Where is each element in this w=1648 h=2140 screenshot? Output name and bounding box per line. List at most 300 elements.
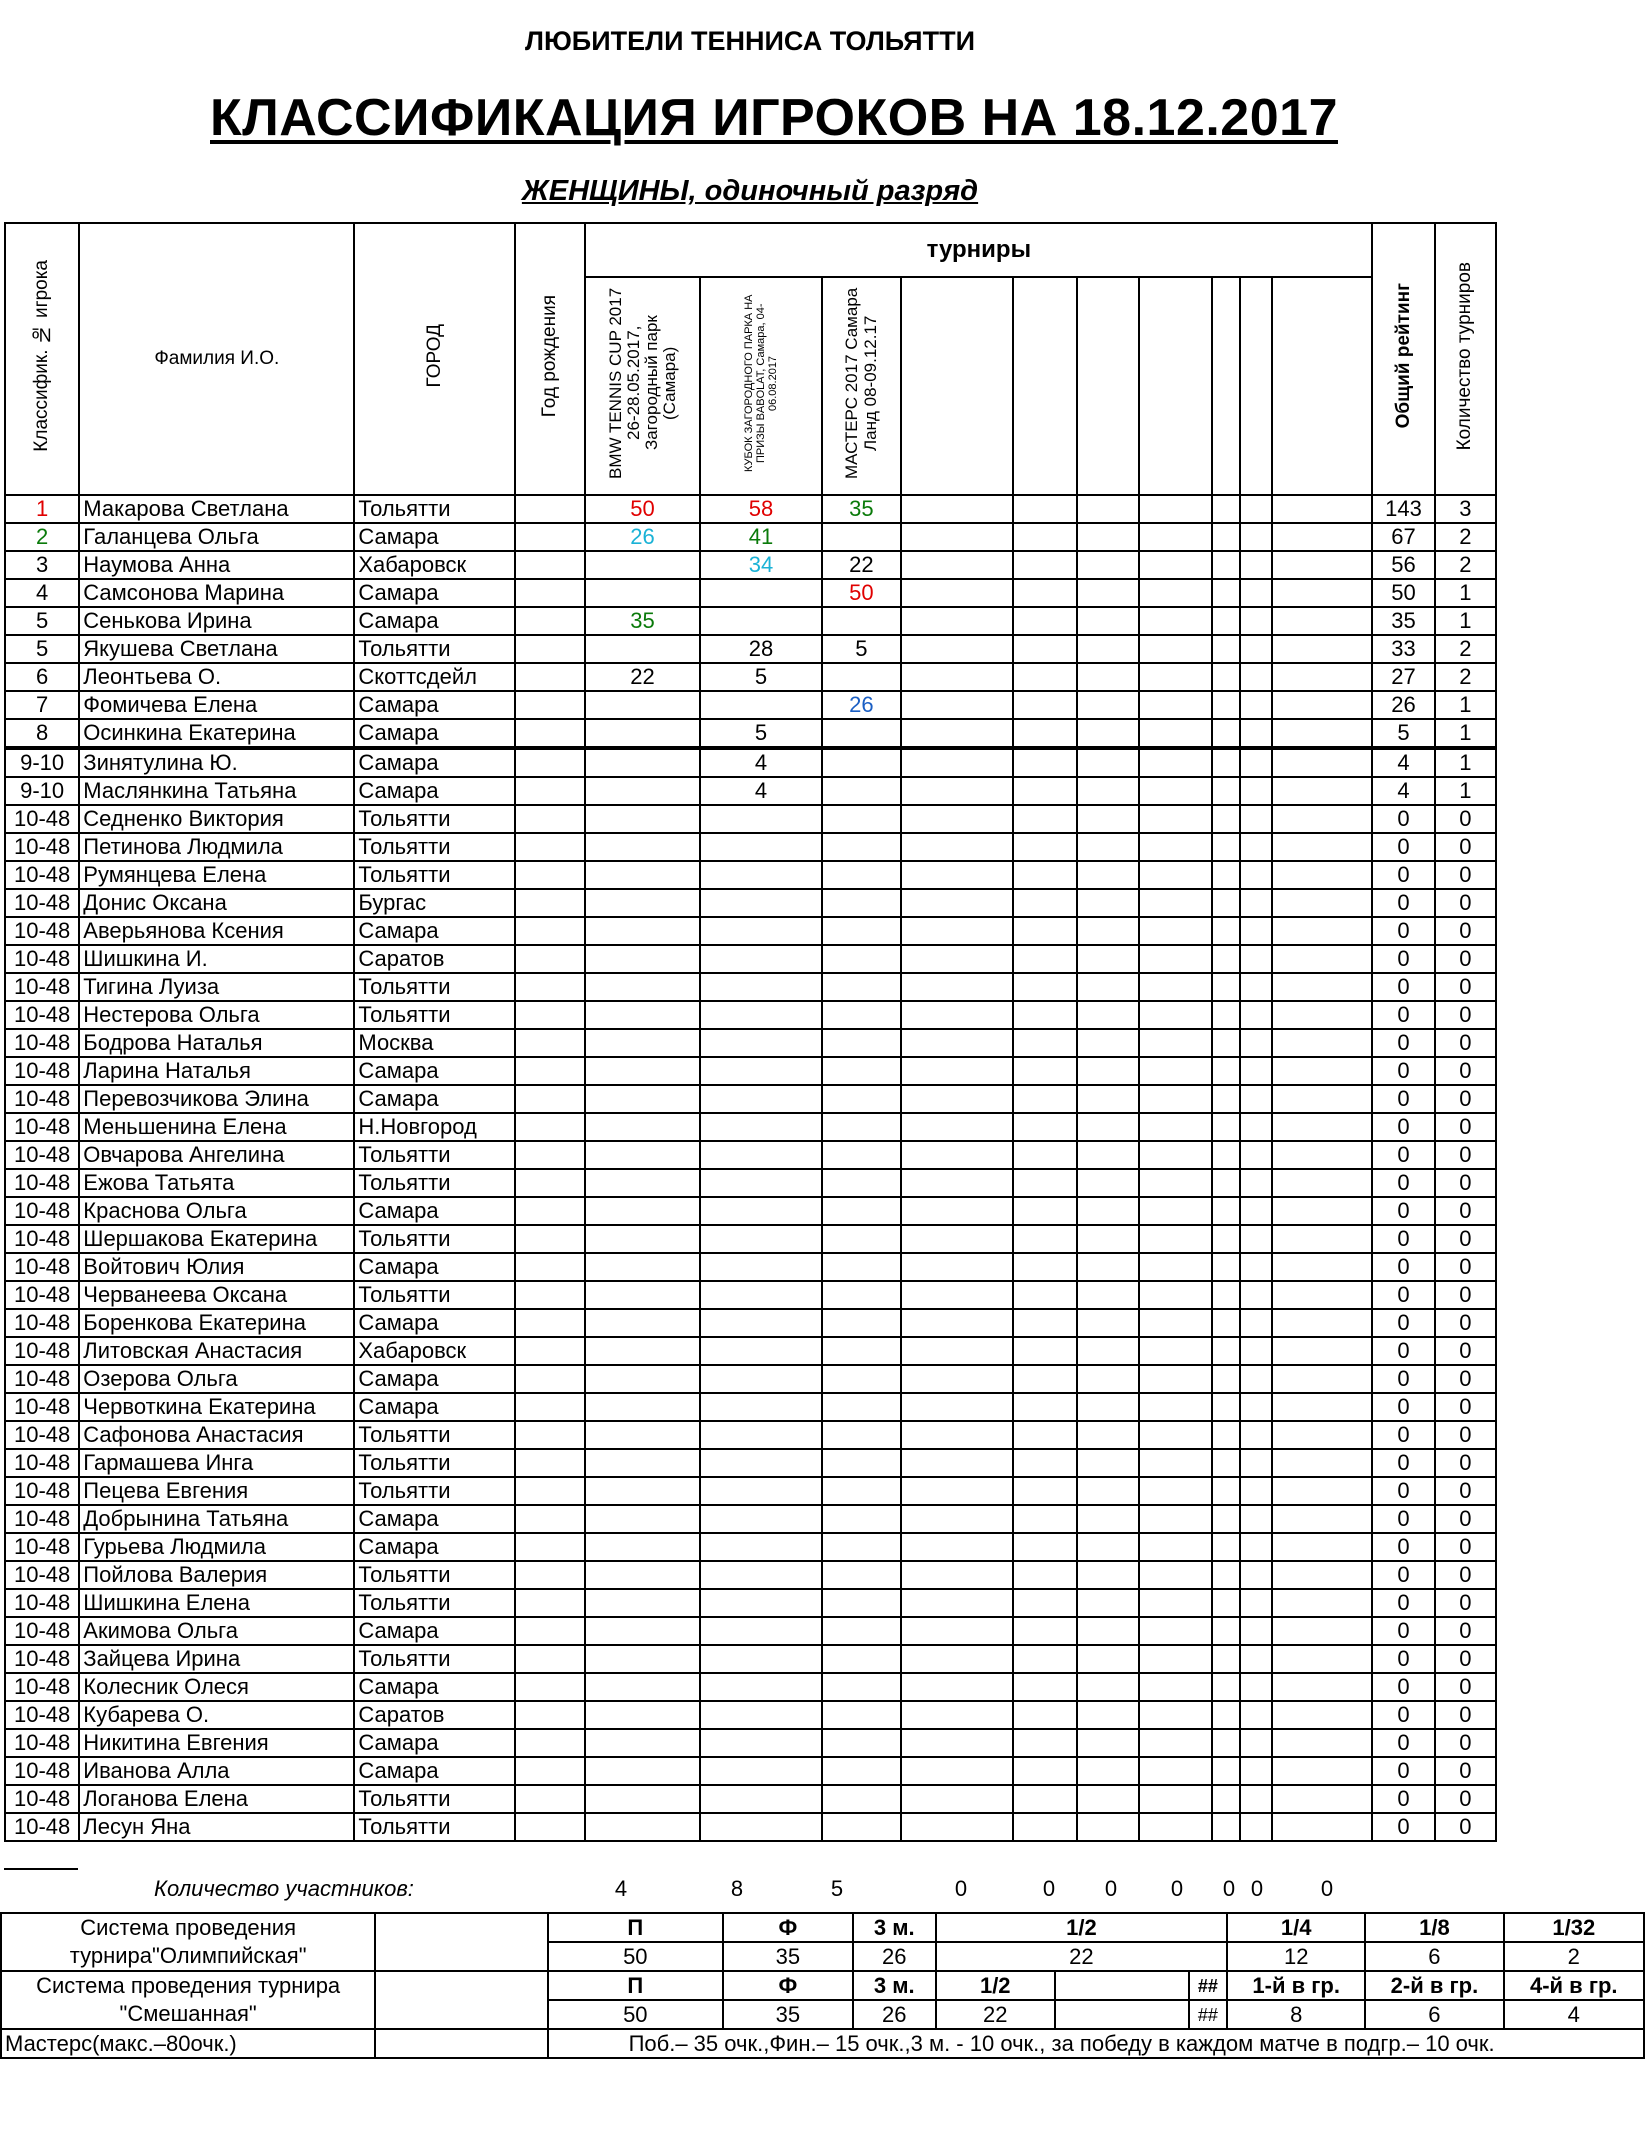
tournament-3-cell xyxy=(822,973,900,1001)
empty-cell xyxy=(1013,1197,1077,1225)
tournament-1-cell xyxy=(585,945,699,973)
tournament-count-cell: 0 xyxy=(1435,1309,1496,1337)
empty-cell xyxy=(1139,607,1211,635)
empty-cell xyxy=(901,691,1013,719)
empty-cell xyxy=(1139,833,1211,861)
city-cell: Тольятти xyxy=(354,1225,515,1253)
table-row xyxy=(5,1225,1496,1253)
empty-cell xyxy=(1240,1029,1272,1057)
empty-cell xyxy=(1013,1057,1077,1085)
tournament-3-cell xyxy=(822,719,900,748)
participants-count: 0 xyxy=(1170,1876,1184,1901)
name-cell: Черванеева Оксана xyxy=(79,1281,354,1309)
empty-cell xyxy=(1077,1029,1139,1057)
tournament-3-cell xyxy=(822,861,900,889)
empty-cell xyxy=(901,1057,1013,1085)
name-cell: Кубарева О. xyxy=(79,1701,354,1729)
rank-cell: 10-48 xyxy=(5,1029,79,1057)
empty-cell xyxy=(1139,635,1211,663)
empty-cell xyxy=(1139,1169,1211,1197)
name-cell: Донис Оксана xyxy=(79,889,354,917)
header-tournament-1: BMW TENNIS CUP 2017 26-28.05.2017, Загородный парк (Самара) xyxy=(585,277,699,495)
table-row xyxy=(5,1113,1496,1141)
empty-cell xyxy=(1240,1505,1272,1533)
rank-cell: 9-10 xyxy=(5,748,79,777)
empty-cell xyxy=(1013,1421,1077,1449)
name-cell: Добрынина Татьяна xyxy=(79,1505,354,1533)
empty-cell xyxy=(1077,1365,1139,1393)
empty-cell xyxy=(1212,495,1240,523)
empty-cell xyxy=(1139,551,1211,579)
empty-cell xyxy=(1272,1505,1372,1533)
tournament-3-cell xyxy=(822,1057,900,1085)
tournament-1-cell xyxy=(585,1617,699,1645)
tournament-1-cell xyxy=(585,1813,699,1841)
table-row xyxy=(5,1561,1496,1589)
rank-cell: 10-48 xyxy=(5,1337,79,1365)
tournament-3-cell xyxy=(822,1757,900,1785)
total-rating-cell: 0 xyxy=(1372,1113,1434,1141)
empty-cell xyxy=(901,1617,1013,1645)
empty-cell xyxy=(1272,1057,1372,1085)
tournament-count-cell: 0 xyxy=(1435,1449,1496,1477)
empty-cell xyxy=(1077,1645,1139,1673)
empty-cell xyxy=(1212,1197,1240,1225)
tournament-2-cell xyxy=(700,1813,822,1841)
empty-cell xyxy=(1077,607,1139,635)
tournament-2-cell xyxy=(700,1337,822,1365)
tournament-1-cell xyxy=(585,1589,699,1617)
city-cell: Тольятти xyxy=(354,1589,515,1617)
tournament-count-cell: 0 xyxy=(1435,1393,1496,1421)
rank-cell: 10-48 xyxy=(5,1309,79,1337)
tournament-count-cell: 0 xyxy=(1435,861,1496,889)
empty-cell xyxy=(1013,1505,1077,1533)
birth-year-cell xyxy=(515,1309,585,1337)
table-row xyxy=(5,777,1496,805)
empty-cell xyxy=(1272,635,1372,663)
tournament-1-cell xyxy=(585,861,699,889)
tournament-1-cell xyxy=(585,1085,699,1113)
tournament-1-cell xyxy=(585,1253,699,1281)
tournament-1-cell xyxy=(585,551,699,579)
empty-cell xyxy=(1139,748,1211,777)
rank-cell: 10-48 xyxy=(5,1421,79,1449)
empty-cell xyxy=(1240,1533,1272,1561)
tournament-2-cell xyxy=(700,1505,822,1533)
empty-cell xyxy=(1077,1533,1139,1561)
tournament-count-cell: 2 xyxy=(1435,635,1496,663)
empty-cell xyxy=(1212,1029,1240,1057)
header-empty-col xyxy=(1139,277,1211,495)
empty-cell xyxy=(1013,1029,1077,1057)
city-cell: Тольятти xyxy=(354,1421,515,1449)
empty-cell xyxy=(1212,1477,1240,1505)
empty-cell xyxy=(1212,973,1240,1001)
tournament-1-cell xyxy=(585,1729,699,1757)
name-cell: Боренкова Екатерина xyxy=(79,1309,354,1337)
empty-cell xyxy=(1272,1365,1372,1393)
city-cell: Тольятти xyxy=(354,1449,515,1477)
olympic-points: 12 xyxy=(1227,1942,1365,1971)
empty-cell xyxy=(1212,833,1240,861)
tournament-3-cell xyxy=(822,1197,900,1225)
empty-cell xyxy=(1240,1729,1272,1757)
name-cell: Шишкина И. xyxy=(79,945,354,973)
tournament-1-cell xyxy=(585,805,699,833)
city-cell: Саратов xyxy=(354,945,515,973)
scoring-system-table xyxy=(0,1912,1645,2059)
tournament-count-cell: 0 xyxy=(1435,1421,1496,1449)
empty-cell xyxy=(1139,1337,1211,1365)
empty-cell xyxy=(1212,1337,1240,1365)
empty-cell xyxy=(901,1421,1013,1449)
empty-cell xyxy=(1139,1589,1211,1617)
empty-cell xyxy=(1013,1253,1077,1281)
tournament-count-cell: 0 xyxy=(1435,1169,1496,1197)
birth-year-cell xyxy=(515,1505,585,1533)
empty-cell xyxy=(1013,1001,1077,1029)
header-empty-col xyxy=(901,277,1013,495)
tournament-2-cell xyxy=(700,1561,822,1589)
empty-cell xyxy=(1077,1309,1139,1337)
total-rating-cell: 0 xyxy=(1372,1533,1434,1561)
empty-cell xyxy=(1240,1085,1272,1113)
birth-year-cell xyxy=(515,1141,585,1169)
name-cell: Леонтьева О. xyxy=(79,663,354,691)
empty-cell xyxy=(1139,917,1211,945)
name-cell: Фомичева Елена xyxy=(79,691,354,719)
total-rating-cell: 33 xyxy=(1372,635,1434,663)
empty-cell xyxy=(1139,777,1211,805)
name-cell: Войтович Юлия xyxy=(79,1253,354,1281)
tournament-1-cell: 50 xyxy=(585,495,699,523)
rank-cell: 10-48 xyxy=(5,1561,79,1589)
empty-cell xyxy=(1077,691,1139,719)
tournament-1-cell xyxy=(585,1533,699,1561)
empty-cell xyxy=(1212,1001,1240,1029)
name-cell: Меньшенина Елена xyxy=(79,1113,354,1141)
empty-cell xyxy=(1212,805,1240,833)
empty-cell xyxy=(1272,1141,1372,1169)
total-rating-cell: 0 xyxy=(1372,1365,1434,1393)
empty-cell xyxy=(1139,1253,1211,1281)
empty-cell xyxy=(901,1505,1013,1533)
city-cell: Тольятти xyxy=(354,1001,515,1029)
empty-cell xyxy=(1139,1477,1211,1505)
empty-cell xyxy=(1212,551,1240,579)
tournament-count-cell: 0 xyxy=(1435,1477,1496,1505)
birth-year-cell xyxy=(515,691,585,719)
tournament-count-cell: 0 xyxy=(1435,1197,1496,1225)
city-cell: Самара xyxy=(354,1617,515,1645)
tournament-count-cell: 0 xyxy=(1435,1141,1496,1169)
tournament-1-cell xyxy=(585,1673,699,1701)
empty-cell xyxy=(1077,1001,1139,1029)
empty-cell xyxy=(1240,1169,1272,1197)
name-cell: Бодрова Наталья xyxy=(79,1029,354,1057)
empty-cell xyxy=(1240,1701,1272,1729)
tournament-1-cell xyxy=(585,748,699,777)
city-cell: Самара xyxy=(354,1057,515,1085)
tournament-3-cell xyxy=(822,1673,900,1701)
empty-cell xyxy=(1212,1757,1240,1785)
empty-cell xyxy=(1139,1645,1211,1673)
empty-cell xyxy=(1077,1085,1139,1113)
empty-cell xyxy=(1240,495,1272,523)
header-empty-col xyxy=(1212,277,1240,495)
empty-cell xyxy=(901,1141,1013,1169)
name-cell: Самсонова Марина xyxy=(79,579,354,607)
birth-year-cell xyxy=(515,1533,585,1561)
empty-cell xyxy=(1272,1281,1372,1309)
empty-cell xyxy=(1139,523,1211,551)
city-cell: Самара xyxy=(354,719,515,748)
tournament-3-cell: 35 xyxy=(822,495,900,523)
tournament-count-cell: 0 xyxy=(1435,1645,1496,1673)
empty-cell xyxy=(1240,945,1272,973)
participants-count: 4 xyxy=(614,1876,628,1901)
empty-cell xyxy=(901,748,1013,777)
empty-cell xyxy=(901,1813,1013,1841)
empty-cell xyxy=(1212,1617,1240,1645)
table-row xyxy=(5,1449,1496,1477)
tournament-3-cell xyxy=(822,1421,900,1449)
empty-cell xyxy=(1139,1085,1211,1113)
rank-cell: 9-10 xyxy=(5,777,79,805)
table-row xyxy=(5,1477,1496,1505)
table-row xyxy=(5,1197,1496,1225)
empty-cell xyxy=(1212,945,1240,973)
empty-cell xyxy=(1240,805,1272,833)
empty-cell xyxy=(901,1169,1013,1197)
mixed-points: 4 xyxy=(1504,2000,1644,2029)
total-rating-cell: 0 xyxy=(1372,917,1434,945)
empty-cell xyxy=(1272,1701,1372,1729)
empty-cell xyxy=(1013,917,1077,945)
olympic-head: 1/2 xyxy=(936,1913,1227,1942)
city-cell: Тольятти xyxy=(354,1141,515,1169)
birth-year-cell xyxy=(515,1757,585,1785)
empty-cell xyxy=(1077,1757,1139,1785)
tournament-count-cell: 0 xyxy=(1435,1001,1496,1029)
participants-label: Количество участников: xyxy=(154,1876,414,1901)
total-rating-cell: 0 xyxy=(1372,1253,1434,1281)
table-row xyxy=(5,1701,1496,1729)
empty-cell xyxy=(901,1561,1013,1589)
birth-year-cell xyxy=(515,719,585,748)
empty-cell xyxy=(1272,1449,1372,1477)
mixed-head: ## xyxy=(1189,1971,1227,2000)
total-rating-cell: 0 xyxy=(1372,1813,1434,1841)
rank-cell: 10-48 xyxy=(5,889,79,917)
tournament-1-cell: 35 xyxy=(585,607,699,635)
empty-cell xyxy=(1240,1449,1272,1477)
tournament-2-cell xyxy=(700,607,822,635)
tournament-1-cell xyxy=(585,1113,699,1141)
empty-cell xyxy=(1139,579,1211,607)
total-rating-cell: 26 xyxy=(1372,691,1434,719)
birth-year-cell xyxy=(515,1449,585,1477)
tournament-2-cell: 5 xyxy=(700,719,822,748)
tournament-3-cell: 5 xyxy=(822,635,900,663)
table-row xyxy=(5,1729,1496,1757)
empty-cell xyxy=(901,663,1013,691)
rank-cell: 10-48 xyxy=(5,1281,79,1309)
tournament-3-cell xyxy=(822,1281,900,1309)
empty-cell xyxy=(1077,1113,1139,1141)
empty-cell xyxy=(1013,551,1077,579)
empty-cell xyxy=(1212,1561,1240,1589)
city-cell: Самара xyxy=(354,1729,515,1757)
header-empty-col xyxy=(1077,277,1139,495)
empty-cell xyxy=(901,973,1013,1001)
name-cell: Никитина Евгения xyxy=(79,1729,354,1757)
city-cell: Тольятти xyxy=(354,1813,515,1841)
name-cell: Гурьева Людмила xyxy=(79,1533,354,1561)
header-birth-year: Год рождения xyxy=(515,223,585,495)
tournament-count-cell: 0 xyxy=(1435,889,1496,917)
rank-cell: 10-48 xyxy=(5,1505,79,1533)
empty-cell xyxy=(1240,1813,1272,1841)
empty-cell xyxy=(1212,1281,1240,1309)
tournament-1-cell: 22 xyxy=(585,663,699,691)
empty-cell xyxy=(1077,833,1139,861)
table-row xyxy=(5,973,1496,1001)
total-rating-cell: 50 xyxy=(1372,579,1434,607)
tournament-2-cell xyxy=(700,1589,822,1617)
tournament-2-cell xyxy=(700,1757,822,1785)
empty-cell xyxy=(1139,1281,1211,1309)
birth-year-cell xyxy=(515,805,585,833)
table-row xyxy=(5,1505,1496,1533)
city-cell: Самара xyxy=(354,1393,515,1421)
empty-cell xyxy=(1013,1645,1077,1673)
tournament-2-cell xyxy=(700,917,822,945)
rank-cell: 6 xyxy=(5,663,79,691)
birth-year-cell xyxy=(515,1589,585,1617)
empty-cell xyxy=(1212,1309,1240,1337)
tournament-3-cell xyxy=(822,1393,900,1421)
name-cell: Краснова Ольга xyxy=(79,1197,354,1225)
table-row xyxy=(5,495,1496,523)
empty-cell xyxy=(1139,861,1211,889)
total-rating-cell: 0 xyxy=(1372,805,1434,833)
empty-cell xyxy=(1212,1505,1240,1533)
rank-cell: 10-48 xyxy=(5,1365,79,1393)
empty-cell xyxy=(1272,805,1372,833)
table-row xyxy=(5,917,1496,945)
tournament-count-cell: 0 xyxy=(1435,1561,1496,1589)
empty-cell xyxy=(1240,1757,1272,1785)
tournament-1-cell xyxy=(585,889,699,917)
tournament-3-cell xyxy=(822,777,900,805)
table-row xyxy=(5,1813,1496,1841)
empty-cell xyxy=(1077,748,1139,777)
empty-cell xyxy=(901,1757,1013,1785)
tournament-1-cell xyxy=(585,1449,699,1477)
rank-cell: 10-48 xyxy=(5,1393,79,1421)
rank-cell: 5 xyxy=(5,635,79,663)
empty-cell xyxy=(1077,495,1139,523)
olympic-points: 2 xyxy=(1504,1942,1644,1971)
empty-cell xyxy=(1077,945,1139,973)
empty-cell xyxy=(901,1645,1013,1673)
table-row xyxy=(5,635,1496,663)
name-cell: Литовская Анастасия xyxy=(79,1337,354,1365)
birth-year-cell xyxy=(515,1057,585,1085)
total-rating-cell: 0 xyxy=(1372,1617,1434,1645)
empty-cell xyxy=(1212,1085,1240,1113)
rank-cell: 4 xyxy=(5,579,79,607)
tournament-count-cell: 0 xyxy=(1435,1673,1496,1701)
empty-cell xyxy=(1013,1169,1077,1197)
empty-cell xyxy=(1013,748,1077,777)
empty-cell xyxy=(1139,1141,1211,1169)
empty-cell xyxy=(1272,1757,1372,1785)
rank-cell: 10-48 xyxy=(5,833,79,861)
empty-cell xyxy=(1077,777,1139,805)
empty-cell xyxy=(1212,1645,1240,1673)
city-cell: Тольятти xyxy=(354,1169,515,1197)
tournament-1-cell xyxy=(585,1561,699,1589)
tournament-3-cell xyxy=(822,1001,900,1029)
tournament-1-cell xyxy=(585,719,699,748)
empty-cell xyxy=(1077,1141,1139,1169)
table-row xyxy=(5,805,1496,833)
empty-cell xyxy=(1240,719,1272,748)
empty-cell xyxy=(1212,1589,1240,1617)
mixed-head: Ф xyxy=(723,1971,853,2000)
tournament-2-cell: 5 xyxy=(700,663,822,691)
tournament-count-cell: 0 xyxy=(1435,1085,1496,1113)
empty-cell xyxy=(1013,1589,1077,1617)
empty-cell xyxy=(1077,1673,1139,1701)
empty-cell xyxy=(1240,1001,1272,1029)
empty-cell xyxy=(1272,1393,1372,1421)
empty-cell xyxy=(1272,691,1372,719)
empty-cell xyxy=(1013,1533,1077,1561)
table-row xyxy=(5,1029,1496,1057)
tournament-1-cell xyxy=(585,1029,699,1057)
empty-cell xyxy=(1212,691,1240,719)
tournament-2-cell xyxy=(700,1085,822,1113)
empty-cell xyxy=(1013,523,1077,551)
empty-cell xyxy=(1240,917,1272,945)
tournament-1-cell xyxy=(585,1281,699,1309)
empty-cell xyxy=(1013,495,1077,523)
rank-cell: 10-48 xyxy=(5,973,79,1001)
empty-cell xyxy=(1139,1729,1211,1757)
empty-cell xyxy=(901,1477,1013,1505)
city-cell: Самара xyxy=(354,1505,515,1533)
tournament-count-cell: 0 xyxy=(1435,917,1496,945)
page-subtitle: ЖЕНЩИНЫ, одиночный разряд xyxy=(521,175,979,207)
empty-cell xyxy=(1013,1281,1077,1309)
empty-cell xyxy=(1013,889,1077,917)
table-row xyxy=(5,833,1496,861)
participants-count: 5 xyxy=(830,1876,844,1901)
name-cell: Иванова Алла xyxy=(79,1757,354,1785)
empty-cell xyxy=(1240,1225,1272,1253)
rank-cell: 10-48 xyxy=(5,1645,79,1673)
table-row xyxy=(5,861,1496,889)
rank-cell: 10-48 xyxy=(5,1253,79,1281)
tournament-1-cell xyxy=(585,1785,699,1813)
empty-cell xyxy=(1272,1589,1372,1617)
table-row xyxy=(5,1673,1496,1701)
table-row xyxy=(5,523,1496,551)
